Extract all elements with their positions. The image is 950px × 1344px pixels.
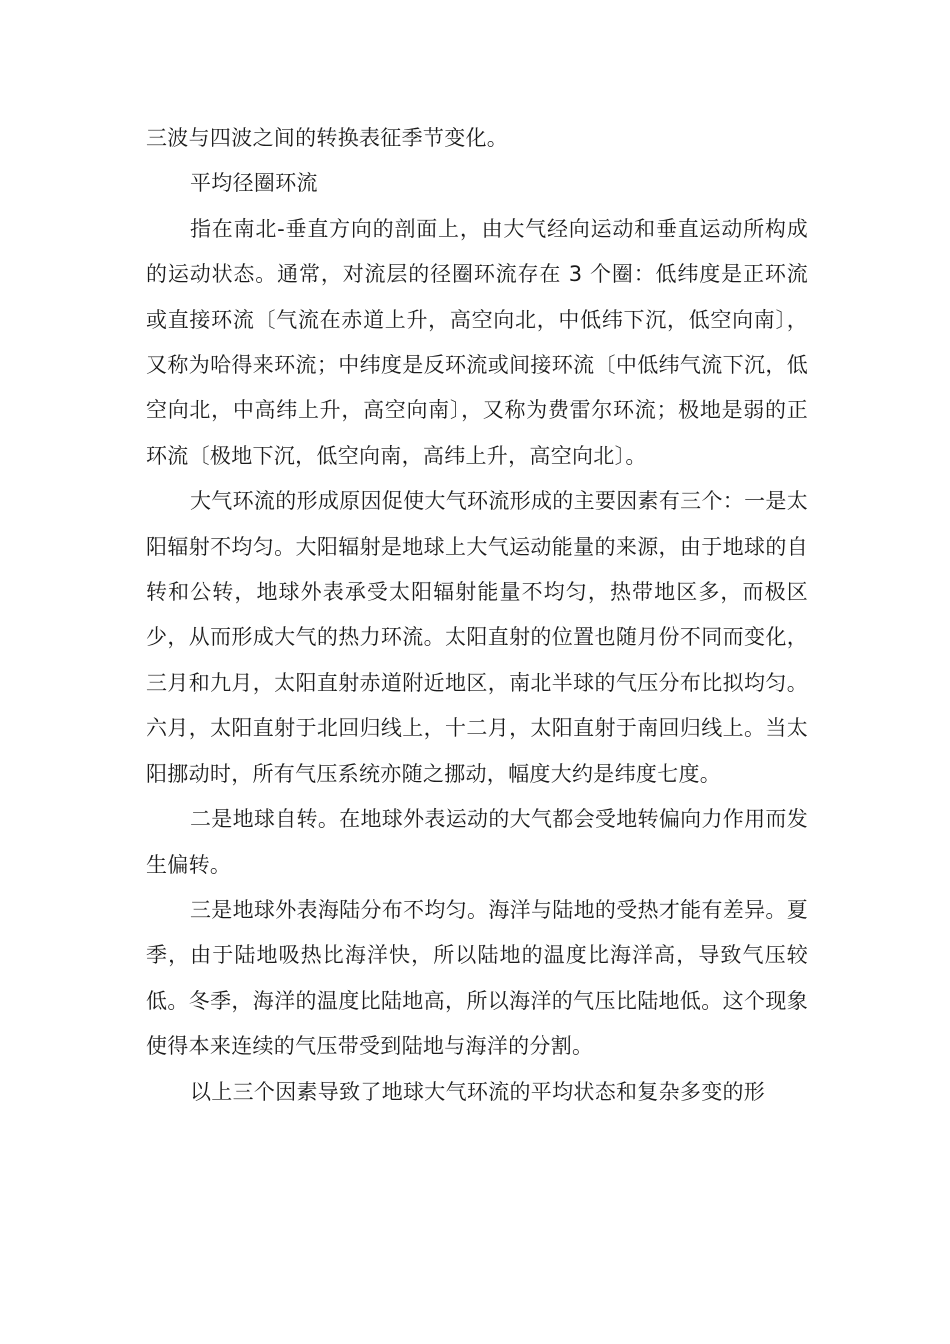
document-body <box>146 116 808 1115</box>
paragraph-continuation: 三波与四波之间的转换表征季节变化。 <box>146 126 509 150</box>
paragraph-causes-solar-radiation: 大气环流的形成原因促使大气环流形成的主要因素有三个：一是太阳辐射不均匀。大阳辐射是地球上大气运动能量的来源，由于地球的自转和公转，地球外表承受太阳辐射能量不均匀，热带地区多，而极区少，从而形成大气的热力环流。太阳直射的位置也随月份不同而变化，三月和九月，太阳直射赤道附近地区，南北半球的气压分布比拟均匀。六月，太阳直射于北回归线上，十二月，太阳直射于南回归线上。当太阳挪动时，所有气压系统亦随之挪动，幅度大约是纬度七度。 <box>146 489 808 786</box>
section-heading: 平均径圈环流 <box>190 171 318 196</box>
paragraph-earth-rotation: 二是地球自转。在地球外表运动的大气都会受地转偏向力作用而发生偏转。 <box>146 807 808 877</box>
paragraph-meridional-circulation: 指在南北-垂直方向的剖面上，由大气经向运动和垂直运动所构成的运动状态。通常，对流层的径圈环流存在 3 个圈：低纬度是正环流或直接环流〔气流在赤道上升，高空向北，中低纬下沉，低空向南〕，又称为哈得来环流；中纬度是反环流或间接环流〔中低纬气流下沉，低空向北，中高纬上升，高空向南〕，又称为费雷尔环流；极地是弱的正环流〔极地下沉，低空向南，高纬上升，高空向北〕。 <box>146 216 808 468</box>
paragraph-conclusion: 以上三个因素导致了地球大气环流的平均状态和复杂多变的形 <box>190 1079 766 1104</box>
paragraph-land-sea-distribution: 三是地球外表海陆分布不均匀。海洋与陆地的受热才能有差异。夏季，由于陆地吸热比海洋快，所以陆地的温度比海洋高，导致气压较低。冬季，海洋的温度比陆地高，所以海洋的气压比陆地低。这个现象使得本来连续的气压带受到陆地与海洋的分割。 <box>146 897 808 1059</box>
